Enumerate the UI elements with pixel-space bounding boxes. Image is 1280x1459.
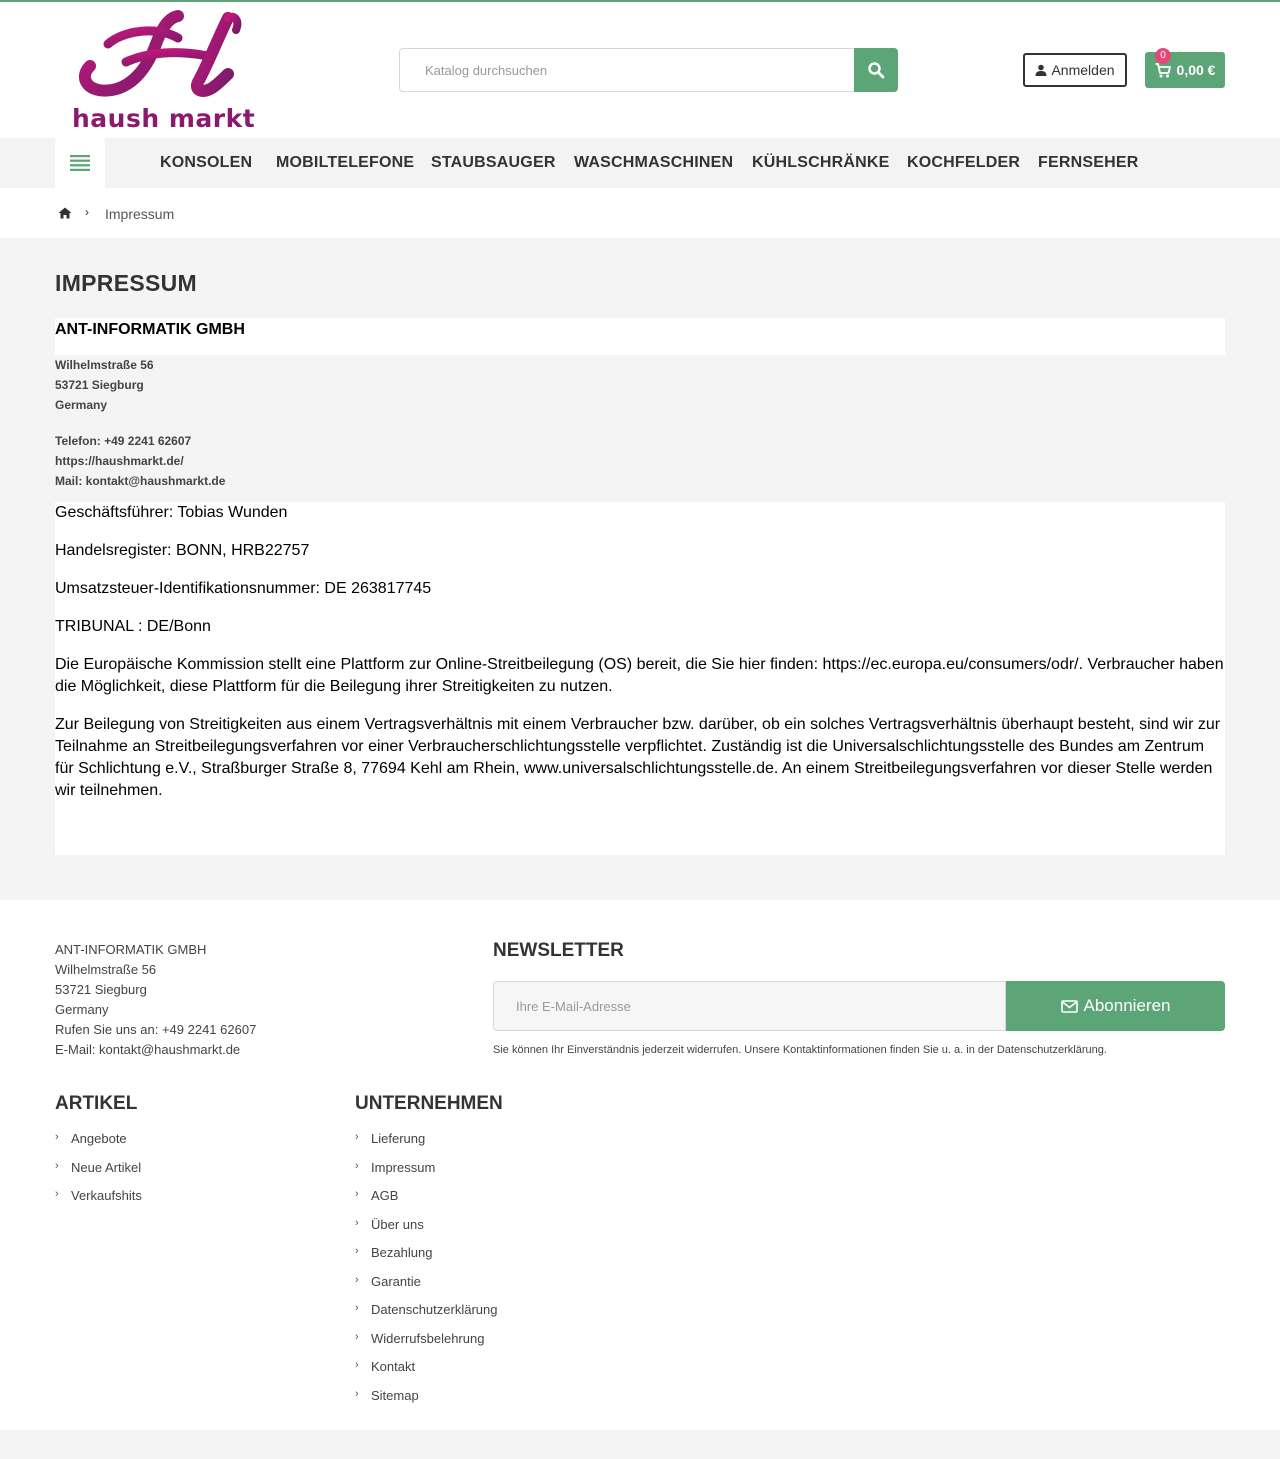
chevron-right-icon: › [355, 1387, 359, 1400]
nav-item-staubsauger[interactable]: STAUBSAUGER [431, 154, 556, 171]
home-icon [58, 207, 72, 219]
envelope-icon [1061, 1000, 1078, 1013]
legal-dispute-paragraph: Zur Beilegung von Streitigkeiten aus einem Vertragsverhältnis mit einem Verbraucher bzw. darüber, ob ein solches Vertragsverhältnis überhaupt besteht, sind wir zur Teilnahme an Streitbeilegungsverfahren vor einer Verbraucherschlichtungsstelle verpflichtet. Zuständig ist die Universalschlichtungsstelle des Bundes am Zentrum für Schlichtung e.V., Straßburger Straße 8, 77694 Kehl am Rhein, www.universalschlichtungsstelle.de. An einem Streitbeilegungsverfahren vor dieser Stelle werden wir teilnehmen. [55, 716, 1221, 799]
newsletter-subscribe-button[interactable] [1006, 981, 1225, 1031]
footer-link-label: Lieferung [371, 1131, 426, 1146]
footer-link-garantie[interactable] [355, 1274, 497, 1303]
address-city: 53721 Siegburg [55, 378, 144, 392]
footer-link-label: AGB [371, 1188, 399, 1203]
search-input[interactable] [400, 49, 855, 91]
footer-link-datenschutz[interactable] [355, 1302, 497, 1331]
contact-phone: Telefon: +49 2241 62607 [55, 434, 192, 448]
nav-item-kochfelder[interactable]: KOCHFELDER [907, 154, 1021, 171]
legal-tribunal: TRIBUNAL : DE/Bonn [55, 618, 211, 635]
page-title: IMPRESSUM [55, 270, 197, 296]
footer-link-bezahlung[interactable] [355, 1245, 497, 1274]
newsletter-consent-note: Sie können Ihr Einverständnis jederzeit widerrufen. Unsere Kontaktinformationen finden Sie u. a. in der Datenschutzerklärung. [493, 1044, 1107, 1056]
login-label: Anmelden [1051, 62, 1115, 78]
legal-managing-director: Geschäftsführer: Tobias Wunden [55, 504, 288, 521]
logo-h-icon [68, 8, 268, 108]
logo-wordmark: haush markt [72, 104, 256, 133]
company-address [55, 355, 154, 415]
nav-item-fernseher[interactable]: FERNSEHER [1038, 154, 1139, 171]
chevron-right-icon: › [355, 1188, 359, 1200]
chevron-right-icon: › [55, 1188, 59, 1200]
footer-city: 53721 Siegburg [55, 982, 147, 997]
chevron-right-icon: › [355, 1359, 359, 1371]
user-icon [1035, 64, 1047, 76]
footer-link-kontakt[interactable] [355, 1359, 497, 1388]
footer-link-label: Bezahlung [371, 1245, 433, 1260]
breadcrumb-home-link[interactable] [58, 206, 72, 224]
footer-company-list [355, 1131, 497, 1416]
address-street: Wilhelmstraße 56 [55, 358, 154, 372]
footer-bottom-strip [0, 1430, 1280, 1459]
contact-website: https://haushmarkt.de/ [55, 454, 184, 468]
footer-contact [55, 940, 256, 1060]
breadcrumb-current: Impressum [105, 206, 175, 222]
footer-link-label: Datenschutzerklärung [371, 1302, 498, 1317]
company-heading-box [55, 318, 1225, 355]
breadcrumb [0, 188, 1280, 238]
site-logo[interactable] [68, 8, 268, 134]
login-button[interactable] [1023, 53, 1127, 87]
footer-company: ANT-INFORMATIK GMBH [55, 942, 207, 957]
footer-link-ueber-uns[interactable] [355, 1217, 497, 1246]
footer-link-label: Garantie [371, 1273, 421, 1289]
chevron-right-icon: › [55, 1131, 59, 1143]
footer-link-label: Neue Artikel [71, 1159, 142, 1175]
footer-link-lieferung[interactable] [355, 1131, 497, 1160]
menu-toggle-button[interactable] [55, 138, 105, 188]
chevron-right-icon: › [355, 1330, 359, 1343]
footer-link-angebote[interactable] [55, 1131, 142, 1160]
cart-total: 0,00 € [1176, 62, 1216, 78]
footer-articles-list [55, 1131, 142, 1217]
contact-mail: Mail: kontakt@haushmarkt.de [55, 474, 226, 488]
company-name: ANT-INFORMATIK GMBH [55, 321, 245, 338]
footer-articles-title: ARTIKEL [55, 1093, 138, 1114]
footer-link-label: Sitemap [371, 1387, 419, 1403]
footer-link-label: Widerrufsbelehrung [371, 1330, 485, 1346]
footer-link-label: Verkaufshits [71, 1188, 142, 1203]
footer-street: Wilhelmstraße 56 [55, 962, 157, 977]
footer-link-label: Impressum [371, 1159, 436, 1175]
nav-item-kuehlschraenke[interactable]: KÜHLSCHRÄNKE [752, 154, 890, 171]
footer-link-agb[interactable] [355, 1188, 497, 1217]
main-navigation [0, 138, 1280, 188]
footer-link-label: Über uns [371, 1216, 424, 1232]
chevron-right-icon: › [355, 1216, 359, 1229]
site-footer [0, 900, 1280, 1430]
chevron-right-icon: › [355, 1159, 359, 1172]
newsletter-email-input[interactable] [493, 981, 1006, 1031]
company-contact [55, 431, 225, 491]
legal-odr-paragraph: Die Europäische Kommission stellt eine Plattform zur Online-Streitbeilegung (OS) bereit, die Sie hier finden: https://ec.europa.eu/consumers/odr/. Verbraucher haben die Möglichkeit, diese Plattform für die Beilegung ihrer Streitigkeiten zu nutzen. [55, 656, 1224, 695]
footer-link-neue-artikel[interactable] [55, 1160, 142, 1189]
chevron-right-icon: › [355, 1245, 359, 1257]
chevron-right-icon: › [85, 205, 89, 219]
footer-phone: Rufen Sie uns an: +49 2241 62607 [55, 1022, 257, 1037]
search-bar [399, 48, 898, 92]
footer-link-label: Angebote [71, 1131, 127, 1146]
newsletter-button-label: Abonnieren [1083, 996, 1171, 1015]
footer-company-title: UNTERNEHMEN [355, 1093, 503, 1114]
address-country: Germany [55, 398, 108, 412]
site-header [0, 2, 1280, 138]
newsletter-title: NEWSLETTER [493, 940, 624, 961]
chevron-right-icon: › [355, 1302, 359, 1314]
footer-link-verkaufshits[interactable] [55, 1188, 142, 1217]
cart-icon [1155, 63, 1171, 78]
legal-commercial-register: Handelsregister: BONN, HRB22757 [55, 542, 310, 559]
search-icon [867, 61, 885, 79]
footer-link-widerruf[interactable] [355, 1331, 497, 1360]
nav-item-waschmaschinen[interactable]: WASCHMASCHINEN [574, 154, 734, 171]
footer-link-sitemap[interactable] [355, 1388, 497, 1417]
nav-item-mobiltelefone[interactable]: MOBILTELEFONE [276, 154, 415, 171]
nav-item-konsolen[interactable]: KONSOLEN [160, 154, 253, 171]
footer-email: E-Mail: kontakt@haushmarkt.de [55, 1042, 241, 1057]
chevron-right-icon: › [55, 1159, 59, 1172]
menu-icon [70, 155, 90, 171]
footer-country: Germany [55, 1002, 109, 1017]
search-button[interactable] [854, 48, 898, 92]
legal-info-box [55, 502, 1225, 855]
legal-vat-id: Umsatzsteuer-Identifikationsnummer: DE 263817745 [55, 580, 432, 597]
cart-count-badge: 0 [1155, 48, 1171, 64]
chevron-right-icon: › [355, 1273, 359, 1286]
footer-link-impressum[interactable] [355, 1160, 497, 1189]
chevron-right-icon: › [355, 1131, 359, 1143]
footer-link-label: Kontakt [371, 1359, 416, 1374]
